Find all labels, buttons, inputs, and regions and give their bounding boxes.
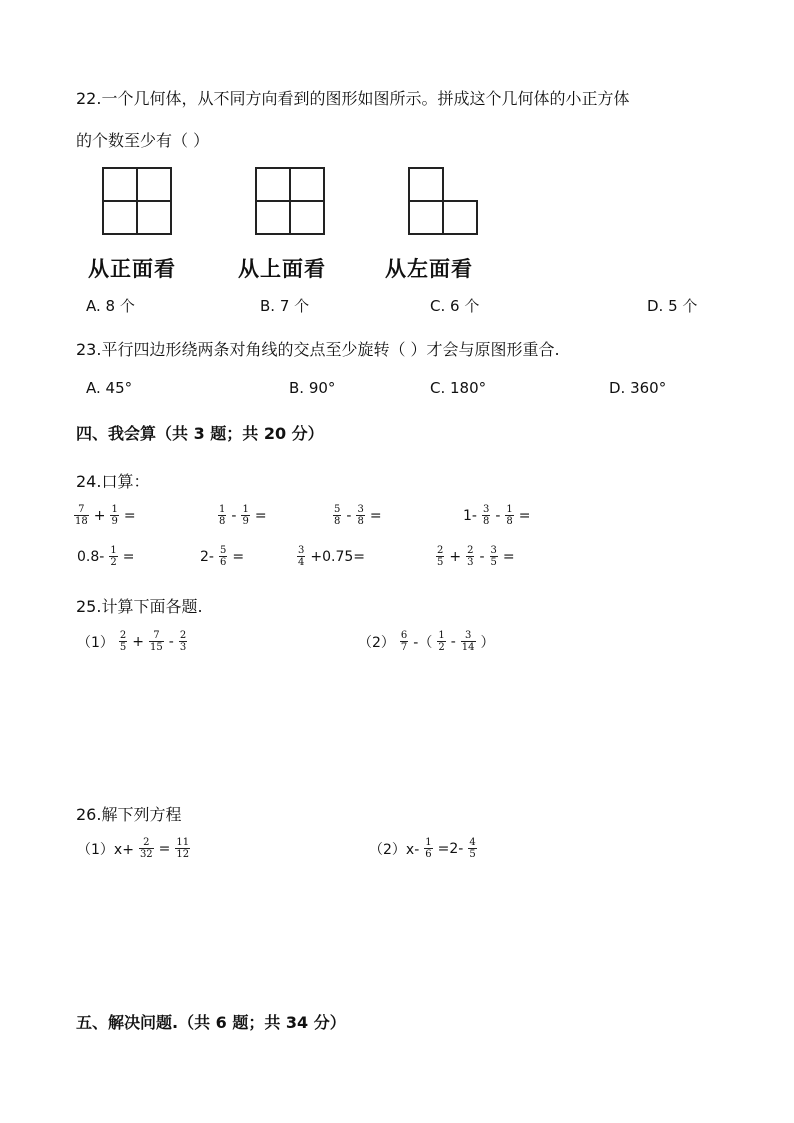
fraction-numerator: 1 (425, 837, 432, 848)
fraction-numerator: 3 (464, 630, 472, 641)
expr-text: + (449, 548, 462, 565)
front-view-label: 从正面看 (88, 257, 176, 281)
fraction-denominator: 8 (506, 516, 513, 527)
fraction-denominator: 9 (111, 516, 118, 527)
front-view-figure (100, 165, 174, 237)
fraction (505, 504, 513, 527)
q24-row2-expr-3 (293, 545, 366, 568)
q24-row2-expr-2 (199, 545, 245, 568)
fraction (139, 837, 154, 860)
q22-option-a: A. 8 个 (86, 297, 135, 315)
fraction (466, 545, 474, 568)
fraction-denominator: 8 (482, 516, 490, 527)
expr-text: = (123, 507, 136, 524)
expr-text: 1- (463, 507, 477, 524)
fraction-numerator: 2 (179, 630, 187, 641)
expr-text: + (93, 507, 106, 524)
expr-text: = (518, 507, 531, 524)
left-view-figure (406, 165, 480, 237)
q22-option-d: D. 5 个 (647, 297, 698, 315)
fraction (175, 837, 190, 860)
q22-option-c: C. 6 个 (430, 297, 480, 315)
expr-text: 2- (200, 548, 214, 565)
fraction-denominator: 5 (437, 557, 444, 568)
fraction-numerator: 4 (469, 837, 476, 848)
fraction-numerator: 7 (78, 504, 85, 515)
fraction-numerator: 1 (219, 504, 226, 515)
fraction-numerator: 3 (357, 504, 364, 515)
fraction (490, 545, 498, 568)
expr-text: - (450, 633, 456, 650)
fraction-numerator: 2 (437, 545, 444, 556)
expr-text: = (232, 548, 245, 565)
fraction (400, 630, 408, 653)
expr-text: - (168, 633, 174, 650)
fraction-numerator: 2 (119, 630, 127, 641)
fraction-denominator: 3 (467, 557, 474, 568)
section5-title: 五、解决问题.（共 6 题；共 34 分） (76, 1013, 346, 1032)
q24-row2-expr-1 (76, 545, 135, 568)
fraction-denominator: 2 (110, 557, 117, 568)
fraction-denominator: 12 (176, 849, 190, 860)
fraction-numerator: 11 (176, 837, 190, 848)
expr-text: + (132, 633, 145, 650)
expr-text: - (231, 507, 237, 524)
fraction (356, 504, 364, 527)
top-view-label: 从上面看 (238, 257, 326, 281)
q25-item-2 (357, 630, 496, 653)
fraction-numerator: 2 (467, 545, 474, 556)
expr-text: = (254, 507, 267, 524)
fraction-denominator: 4 (298, 557, 305, 568)
fraction-numerator: 7 (153, 630, 160, 641)
fraction-denominator: 9 (242, 516, 249, 527)
q23-option-d: D. 360° (609, 379, 667, 397)
expr-text: 0.8- (77, 548, 105, 565)
q24-row2-expr-4 (432, 545, 516, 568)
fraction (241, 504, 249, 527)
expr-text: （2） (358, 634, 395, 651)
fraction-denominator: 6 (219, 557, 227, 568)
fraction-numerator: 3 (490, 545, 497, 556)
fraction-denominator: 15 (150, 642, 163, 653)
fraction (437, 630, 445, 653)
fraction (119, 630, 127, 653)
fraction-denominator: 18 (75, 516, 88, 527)
fraction-numerator: 1 (438, 630, 445, 641)
fraction-numerator: 3 (482, 504, 490, 515)
fraction-numerator: 1 (110, 545, 117, 556)
fraction (333, 504, 341, 527)
fraction (110, 504, 118, 527)
expr-text: = (369, 507, 382, 524)
expr-text: = (502, 548, 515, 565)
expr-text: - (479, 548, 485, 565)
fraction (74, 504, 89, 527)
fraction (424, 837, 432, 860)
fraction-denominator: 5 (469, 849, 476, 860)
fraction (461, 630, 476, 653)
fraction (482, 504, 490, 527)
q25-title: 25.计算下面各题. (76, 597, 203, 616)
q24-row1-expr-4 (462, 504, 532, 527)
expr-text: +0.75= (310, 548, 366, 565)
fraction-denominator: 8 (357, 516, 364, 527)
fraction-numerator: 1 (242, 504, 249, 515)
fraction (219, 545, 227, 568)
q23-option-b: B. 90° (289, 379, 336, 397)
expr-text: = (122, 548, 135, 565)
q23-option-a: A. 45° (86, 379, 133, 397)
fraction (109, 545, 117, 568)
q23-text: 23.平行四边形绕两条对角线的交点至少旋转（ ）才会与原图形重合. (76, 340, 560, 359)
fraction-numerator: 2 (143, 837, 150, 848)
fraction (468, 837, 476, 860)
fraction-numerator: 5 (334, 504, 341, 515)
q24-row1-expr-2 (214, 504, 268, 527)
q23-option-c: C. 180° (430, 379, 487, 397)
expr-text: -（ (413, 634, 433, 651)
expr-text: =2- (437, 840, 464, 857)
expr-text: = (158, 840, 171, 857)
expr-text: （2）x- (369, 841, 420, 858)
fraction (149, 630, 164, 653)
fraction-denominator: 8 (334, 516, 341, 527)
expr-text: ） (480, 634, 495, 651)
q22-line2: 的个数至少有（ ） (76, 131, 210, 150)
fraction-denominator: 6 (425, 849, 432, 860)
fraction-denominator: 3 (179, 642, 187, 653)
section4-title: 四、我会算（共 3 题；共 20 分） (76, 424, 324, 443)
fraction (179, 630, 187, 653)
fraction-denominator: 14 (461, 642, 475, 653)
top-view-figure (253, 165, 327, 237)
fraction-numerator: 1 (111, 504, 118, 515)
expr-text: - (346, 507, 352, 524)
q26-item-1 (76, 837, 194, 860)
fraction (436, 545, 444, 568)
q24-title: 24.口算： (76, 472, 150, 491)
fraction-numerator: 5 (219, 545, 227, 556)
fraction-denominator: 2 (438, 642, 445, 653)
expr-text: - (495, 507, 501, 524)
fraction-denominator: 32 (139, 849, 153, 860)
fraction-denominator: 5 (119, 642, 127, 653)
q25-item-1 (76, 630, 191, 653)
fraction (218, 504, 226, 527)
fraction-numerator: 3 (298, 545, 305, 556)
expr-text: （1）x+ (77, 841, 134, 858)
fraction-numerator: 6 (400, 630, 408, 641)
fraction-numerator: 1 (506, 504, 513, 515)
q22-option-b: B. 7 个 (260, 297, 310, 315)
expr-text: （1） (77, 634, 114, 651)
fraction-denominator: 5 (490, 557, 497, 568)
fraction-denominator: 8 (219, 516, 226, 527)
left-view-label: 从左面看 (385, 257, 473, 281)
q24-row1-expr-3 (329, 504, 383, 527)
q26-item-2 (368, 837, 481, 860)
fraction (297, 545, 305, 568)
q26-title: 26.解下列方程 (76, 805, 182, 824)
fraction-denominator: 7 (400, 642, 408, 653)
q22-line1: 22.一个几何体，从不同方向看到的图形如图所示。拼成这个几何体的小正方体 (76, 89, 630, 108)
q24-row1-expr-1 (70, 504, 137, 527)
